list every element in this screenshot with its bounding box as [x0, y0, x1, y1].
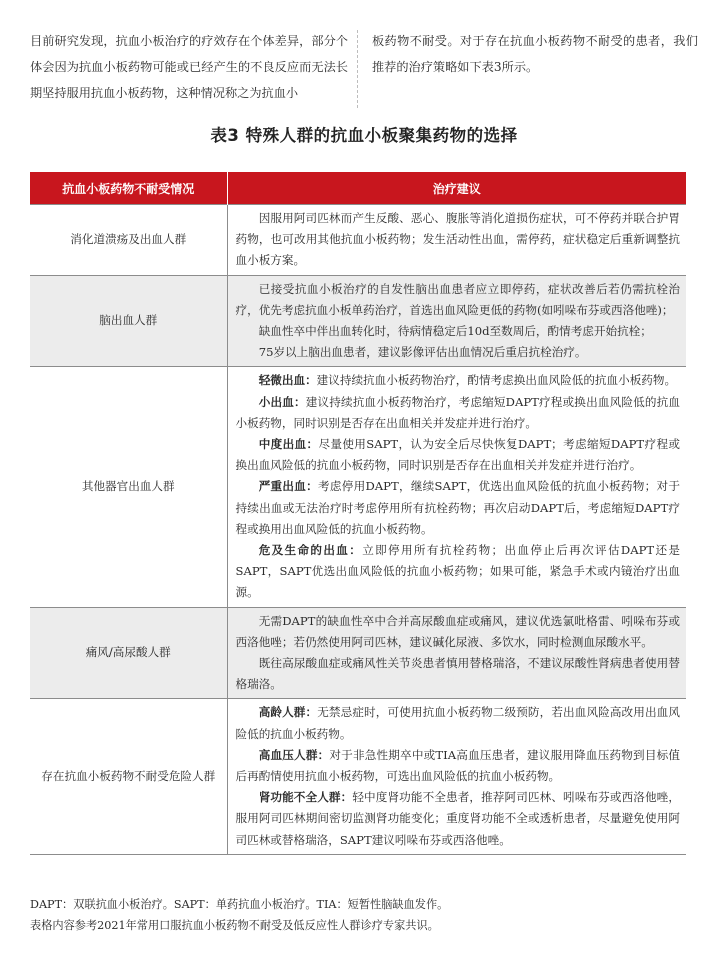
table-row [30, 275, 686, 367]
subgroup-label: 小出血： [258, 394, 306, 409]
table-row [30, 699, 686, 854]
recommendation-paragraph [236, 540, 681, 604]
treatment-recommendation [227, 367, 686, 607]
table-header-row [30, 172, 686, 205]
population-group: 痛风/高尿酸人群 [30, 607, 227, 699]
footnote-abbreviations: DAPT：双联抗血小板治疗。SAPT：单药抗血小板治疗。TIA：短暂性脑缺血发作。 [30, 898, 449, 911]
recommendation-text: 轻中度肾功能不全患者，推荐阿司匹林、吲哚布芬或西洛他唑，服用阿司匹林期间密切监测肾功能变化；重度肾功能不全或透析患者，尽量避免使用阿司匹林或替格瑞洛，SAPT建议吲哚布芬或西洛他唑。 [235, 790, 680, 847]
recommendation-text: 无需DAPT的缺血性卒中合并高尿酸血症或痛风，建议优选氯吡格雷、吲哚布芬或西洛他唑；若仍然使用阿司匹林，建议碱化尿液、多饮水，同时检测血尿酸水平。 [235, 613, 680, 649]
recommendation-text: 对于非急性期卒中或TIA高血压患者，建议服用降血压药物到目标值后再酌情使用抗血小板药物，可选出血风险低的抗血小板药物。 [235, 747, 680, 784]
header-recommendation: 治疗建议 [227, 172, 686, 205]
recommendation-text: 既往高尿酸血症或痛风性关节炎患者慎用替格瑞洛，不建议尿酸性肾病患者使用替格瑞洛。 [235, 656, 680, 692]
treatment-recommendation [227, 699, 686, 854]
recommendation-paragraph [236, 434, 681, 476]
recommendation-paragraph [236, 392, 681, 434]
recommendation-text: 建议持续抗血小板药物治疗，考虑缩短DAPT疗程或换出血风险低的抗血小板药物，同时识别是否存在出血相关并发症并进行治疗。 [235, 394, 680, 430]
table-body [30, 205, 686, 855]
population-group: 消化道溃疡及出血人群 [30, 205, 227, 276]
antiplatelet-table [30, 172, 686, 855]
recommendation-paragraph [236, 702, 681, 744]
table-row [30, 367, 686, 607]
subgroup-label: 危及生命的出血： [258, 543, 363, 558]
subgroup-label: 中度出血： [258, 437, 319, 452]
subgroup-label: 高龄人群： [258, 705, 318, 720]
recommendation-text: 尽量使用SAPT，认为安全后尽快恢复DAPT；考虑缩短DAPT疗程或换出血风险低的抗血小板药物，同时识别是否存在出血相关并发症并进行治疗。 [235, 437, 680, 473]
recommendation-paragraph [236, 208, 681, 272]
recommendation-text: 建议持续抗血小板药物治疗，酌情考虑换出血风险低的抗血小板药物。 [316, 373, 677, 388]
treatment-recommendation [227, 607, 686, 699]
recommendation-text: 缺血性卒中伴出血转化时，待病情稳定后10d至数周后，酌情考虑开始抗栓； [258, 324, 652, 339]
treatment-recommendation [227, 275, 686, 367]
footnotes [30, 894, 698, 936]
recommendation-paragraph [236, 745, 681, 787]
intro-text [30, 28, 698, 108]
table-row [30, 607, 686, 699]
recommendation-paragraph [236, 342, 681, 363]
subgroup-label: 高血压人群： [258, 747, 330, 762]
intro-right-column: 板药物不耐受。对于存在抗血小板药物不耐受的患者，我们推荐的治疗策略如下表3所示。 [372, 34, 698, 74]
intro-left-column: 目前研究发现，抗血小板治疗的疗效存在个体差异，部分个体会因为抗血小板药物可能或已经产生的不良反应而无法长期坚持服用抗血小板药物，这种情况称之为抗血小 [30, 34, 348, 100]
header-intolerance: 抗血小板药物不耐受情况 [30, 172, 227, 205]
treatment-recommendation [227, 205, 686, 276]
subgroup-label: 肾功能不全人群： [258, 790, 353, 805]
recommendation-paragraph [236, 787, 681, 851]
recommendation-paragraph [236, 476, 681, 540]
recommendation-paragraph [236, 321, 681, 342]
table-row [30, 205, 686, 276]
subgroup-label: 轻微出血： [258, 373, 317, 388]
table-title: 表3 特殊人群的抗血小板聚集药物的选择 [210, 126, 518, 145]
recommendation-text: 考虑停用DAPT，继续SAPT，优选出血风险低的抗血小板药物；对于持续出血或无法治疗时考虑停用所有抗栓药物；再次启动DAPT后，考虑缩短DAPT疗程或换用出血风险低的抗血小板药物。 [235, 479, 680, 536]
subgroup-label: 严重出血： [258, 479, 319, 494]
population-group: 其他器官出血人群 [30, 367, 227, 607]
population-group: 脑出血人群 [30, 275, 227, 367]
recommendation-text: 75岁以上脑出血患者，建议影像评估出血情况后重启抗栓治疗。 [258, 345, 587, 360]
footnote-source: 表格内容参考2021年常用口服抗血小板药物不耐受及低反应性人群诊疗专家共识。 [30, 919, 439, 932]
recommendation-paragraph [236, 611, 681, 653]
recommendation-text: 立即停用所有抗栓药物；出血停止后再次评估DAPT还是SAPT，SAPT优选出血风险低的抗血小板药物；如果可能，紧急手术或内镜治疗出血源。 [235, 543, 680, 600]
population-group: 存在抗血小板药物不耐受危险人群 [30, 699, 227, 854]
recommendation-paragraph [236, 653, 681, 695]
recommendation-text: 因服用阿司匹林而产生反酸、恶心、腹胀等消化道损伤症状，可不停药并联合护胃药物，也可改用其他抗血小板药物；发生活动性出血，需停药，症状稳定后重新调整抗血小板方案。 [235, 211, 680, 268]
recommendation-text: 已接受抗血小板治疗的自发性脑出血患者应立即停药，症状改善后若仍需抗栓治疗，优先考虑抗血小板单药治疗，首选出血风险更低的药物(如吲哚布芬或西洛他唑)； [235, 281, 680, 317]
column-divider [357, 30, 358, 108]
recommendation-paragraph [236, 370, 681, 391]
recommendation-text: 无禁忌症时，可使用抗血小板药物二级预防，若出血风险高改用出血风险低的抗血小板药物。 [235, 705, 680, 741]
recommendation-paragraph [236, 279, 681, 321]
